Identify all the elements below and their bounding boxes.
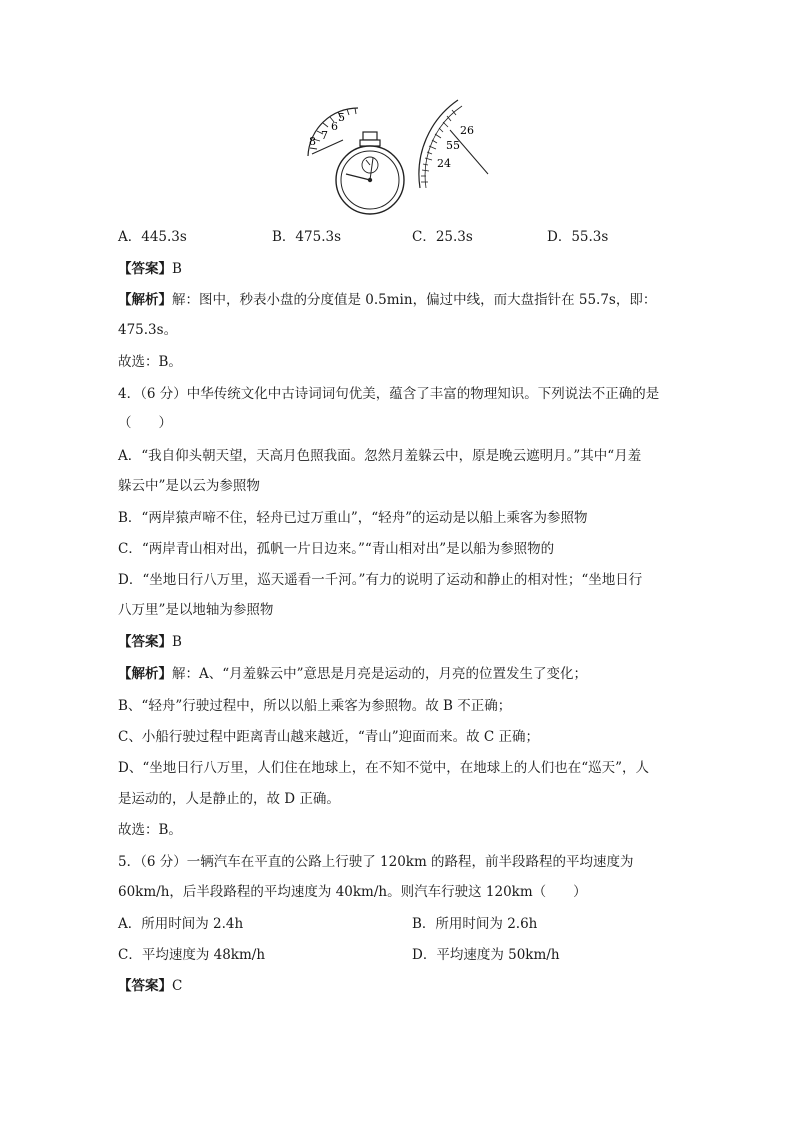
q4-analysis-line-4: D、“坐地日行八万里，人们住在地球上，在不知不觉中，在地球上的人们也在“巡天”，人 (118, 760, 650, 776)
stopwatch-diagram (300, 96, 500, 220)
q3-answer (118, 259, 182, 279)
answer-tag: 【答案】 (118, 978, 172, 994)
q5-option-d: D．平均速度为 50km/h (412, 947, 560, 963)
q3-choice: 故选：B。 (118, 354, 182, 370)
q4-answer (118, 632, 182, 652)
q4-option-d-line-1: D．“坐地日行八万里，巡天遥看一千河。”有力的说明了运动和静止的相对性；“坐地日行 (118, 572, 643, 588)
small-dial-label-6: 6 (331, 120, 338, 133)
q4-option-a-line-2: 躲云中”是以云为参照物 (118, 478, 260, 494)
q4-stem-line-1: 4．（6 分）中华传统文化中古诗词词句优美，蕴含了丰富的物理知识。下列说法不正确的是 (118, 386, 660, 402)
analysis-text: 解：A、“月羞躲云中”意思是月亮是运动的，月亮的位置发生了变化； (172, 666, 588, 682)
q4-option-a-line-1: A．“我自仰头朝天望，天高月色照我面。忽然月羞躲云中，原是晚云遮明月。”其中“月羞 (118, 448, 642, 464)
stopwatch-figure (300, 96, 500, 220)
q4-choice: 故选：B。 (118, 822, 182, 838)
q4-analysis-line-3: C、小船行驶过程中距离青山越来越近，“青山”迎面而来。故 C 正确； (118, 729, 540, 745)
analysis-tag: 【解析】 (118, 292, 172, 308)
analysis-text: 解：图中，秒表小盘的分度值是 0.5min，偏过中线，而大盘指针在 55.7s，即： (172, 292, 657, 308)
large-dial-label-55: 55 (446, 139, 460, 152)
q4-analysis-line-2: B、“轻舟”行驶过程中，所以以船上乘客为参照物。故 B 不正确； (118, 698, 512, 714)
answer-value: B (172, 634, 182, 650)
q4-stem-line-2: （ ） (118, 415, 172, 431)
q4-analysis-line-5: 是运动的，人是静止的，故 D 正确。 (118, 791, 340, 807)
q3-option-b: B．475.3s (272, 229, 341, 245)
q5-answer (118, 976, 182, 996)
q5-option-b: B．所用时间为 2.6h (412, 916, 538, 932)
small-dial-label-8: 8 (309, 135, 316, 148)
q5-option-a: A．所用时间为 2.4h (118, 916, 244, 932)
large-dial-label-24: 24 (437, 157, 451, 170)
q3-analysis (118, 290, 656, 310)
answer-tag: 【答案】 (118, 634, 172, 650)
q4-option-b: B．“两岸猿声啼不住，轻舟已过万重山”，“轻舟”的运动是以船上乘客为参照物 (118, 510, 588, 526)
q3-option-a: A．445.3s (118, 229, 187, 245)
large-dial-label-26: 26 (460, 124, 474, 137)
q4-option-d-line-2: 八万里”是以地轴为参照物 (118, 602, 274, 618)
q5-stem-line-2: 60km/h，后半段路程的平均速度为 40km/h。则汽车行驶这 120km（ ） (118, 884, 587, 900)
q3-analysis-line-2: 475.3s。 (118, 322, 178, 338)
q3-option-c: C．25.3s (412, 229, 473, 245)
analysis-tag: 【解析】 (118, 666, 172, 682)
small-dial-label-7: 7 (321, 129, 328, 142)
answer-value: C (172, 978, 183, 994)
q5-option-c: C．平均速度为 48km/h (118, 947, 266, 963)
q3-option-d: D．55.3s (547, 229, 609, 245)
q4-analysis (118, 664, 587, 684)
answer-value: B (172, 261, 182, 277)
q5-stem-line-1: 5．（6 分）一辆汽车在平直的公路上行驶了 120km 的路程，前半段路程的平均速度为 (118, 854, 634, 870)
q4-option-c: C．“两岸青山相对出，孤帆一片日边来。”“青山相对出”是以船为参照物的 (118, 541, 555, 557)
answer-tag: 【答案】 (118, 261, 172, 277)
small-dial-label-5: 5 (338, 111, 345, 124)
